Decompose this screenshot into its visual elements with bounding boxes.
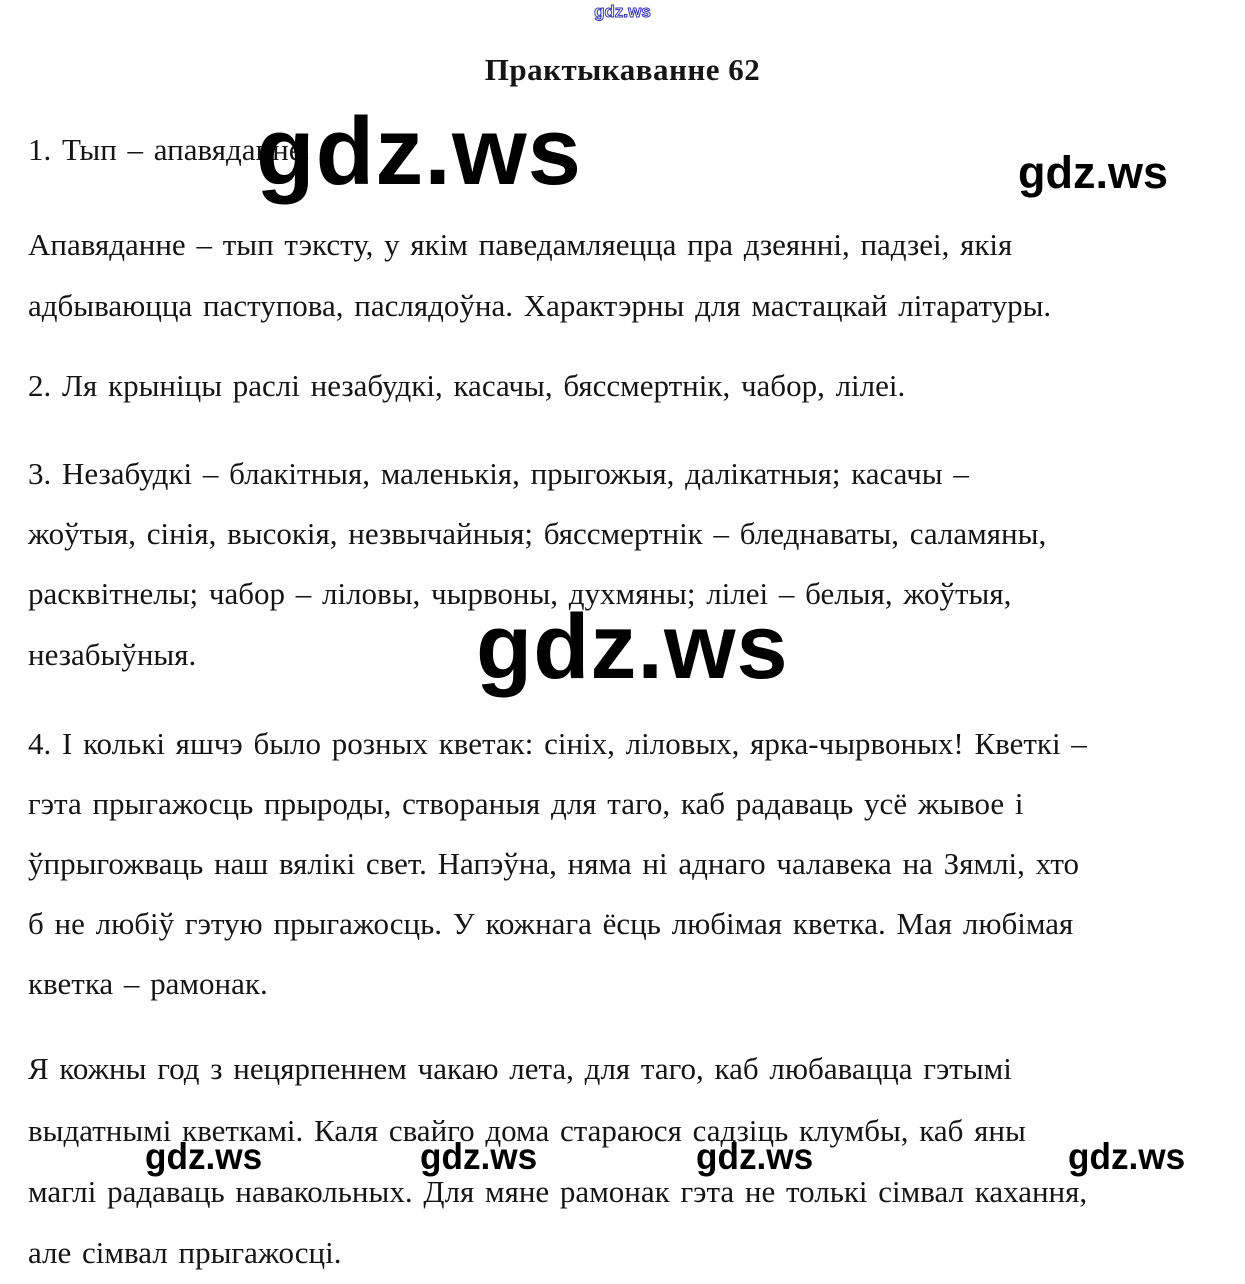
- answer-2-line-1: 2. Ля крыніцы раслі незабудкі, касачы, бяссмертнік, чабор, лілеі.: [28, 368, 906, 403]
- answer-3-line-1: 3. Незабудкі – блакітныя, маленькія, прыгожыя, далікатныя; касачы –: [28, 456, 969, 491]
- answer-1-line-1: 1. Тып – апавяданне.: [28, 132, 311, 167]
- definition-line-1: Апавяданне – тып тэксту, у якім паведамляецца пра дзеянні, падзеі, якія: [28, 227, 1013, 262]
- closing-paragraph-line-4: але сімвал прыгажосці.: [28, 1235, 342, 1270]
- answer-3-line-2: жоўтыя, сінія, высокія, незвычайныя; бяссмертнік – бледнаваты, саламяны,: [28, 516, 1047, 551]
- exercise-title: Практыкаванне 62: [484, 52, 761, 87]
- watermark-gdzws-large-top: gdz.ws: [256, 98, 583, 205]
- watermark-gdzws-row-4: gdz.ws: [1068, 1136, 1186, 1177]
- watermark-gdzws-row-2: gdz.ws: [420, 1136, 538, 1177]
- watermark-gdzws-large-middle: gdz.ws: [476, 596, 789, 698]
- answer-4-line-2: гэта прыгажосць прыроды, створаныя для таго, каб радаваць усё жывое і: [28, 786, 1024, 821]
- answer-4-line-1: 4. І колькі яшчэ было розных кветак: сініх, ліловых, ярка-чырвоных! Кветкі –: [28, 726, 1087, 761]
- answer-4-line-5: кветка – рамонак.: [28, 966, 268, 1001]
- answer-4-line-3: ўпрыгожваць наш вялікі свет. Напэўна, няма ні аднаго чалавека на Зямлі, хто: [28, 846, 1080, 881]
- closing-paragraph-line-3: маглі радаваць навакольных. Для мяне рамонак гэта не толькі сімвал кахання,: [28, 1174, 1088, 1209]
- answer-3-line-4: незабыўныя.: [28, 637, 197, 672]
- watermark-gdzws-row-3: gdz.ws: [696, 1136, 814, 1177]
- answer-4-line-4: б не любіў гэтую прыгажосць. У кожнага ёсць любімая кветка. Мая любімая: [28, 906, 1074, 941]
- answer-3-line-3: расквітнелы; чабор – ліловы, чырвоны, духмяны; лілеі – белыя, жоўтыя,: [28, 576, 1012, 611]
- closing-paragraph-line-1: Я кожны год з нецярпеннем чакаю лета, для таго, каб любавацца гэтымі: [28, 1051, 1012, 1086]
- watermark-gdzws-right: gdz.ws: [1018, 147, 1169, 198]
- closing-paragraph-line-2: выдатнымі кветкамі. Каля свайго дома стараюся садзіць клумбы, каб яны: [28, 1113, 1026, 1148]
- watermark-gdzws-top: gdz.ws: [594, 2, 651, 21]
- watermark-gdzws-row-1: gdz.ws: [145, 1136, 263, 1177]
- definition-line-2: адбываюцца паступова, паслядоўна. Характэрны для мастацкай літаратуры.: [28, 288, 1052, 323]
